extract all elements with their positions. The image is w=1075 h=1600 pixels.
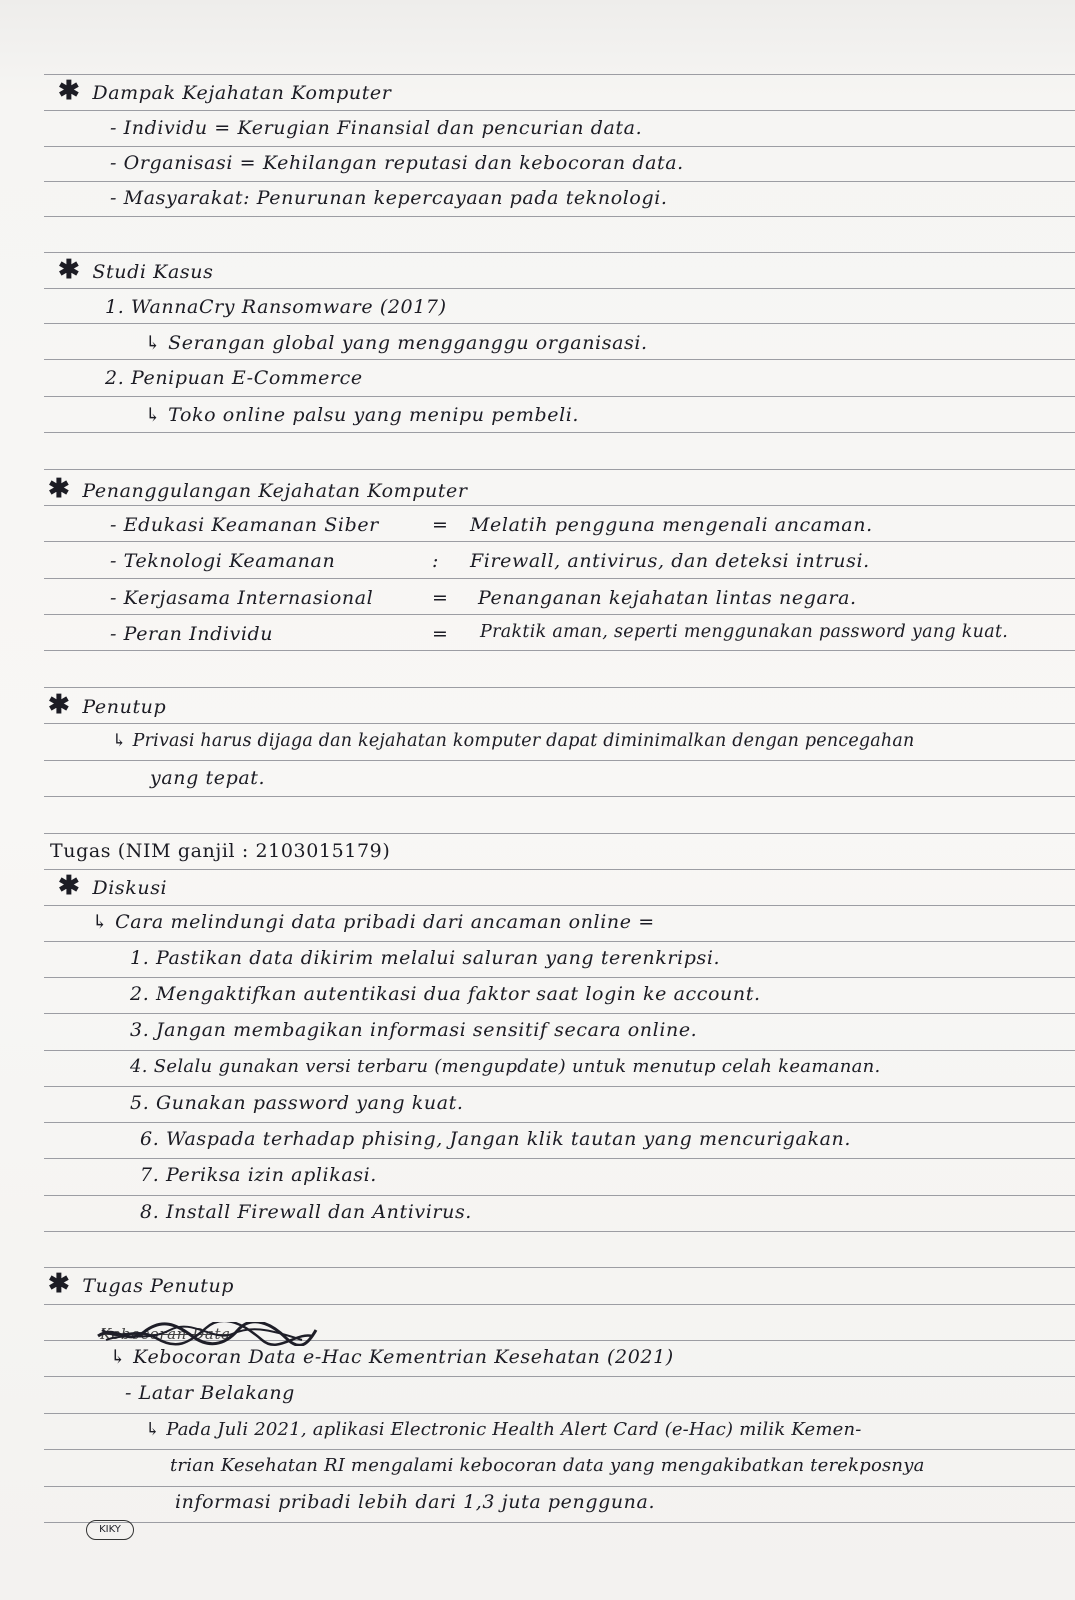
list-item: 3. Jangan membagikan informasi sensitif secara online.: [130, 1019, 698, 1041]
table-row-sep: :: [432, 550, 440, 572]
paragraph-line: yang tepat.: [150, 767, 266, 789]
list-item: 4. Selalu gunakan versi terbaru (mengupdate) untuk menutup celah keamanan.: [130, 1056, 881, 1077]
list-item: - Masyarakat: Penurunan kepercayaan pada teknologi.: [110, 187, 668, 209]
list-item: ↳ Serangan global yang mengganggu organisasi.: [145, 332, 648, 354]
paragraph-line: informasi pribadi lebih dari 1,3 juta pengguna.: [175, 1491, 656, 1513]
list-item: 6. Waspada terhadap phising, Jangan klik tautan yang mencurigakan.: [140, 1128, 851, 1150]
table-row-sep: =: [432, 514, 449, 536]
list-item: 7. Periksa izin aplikasi.: [140, 1164, 377, 1186]
paragraph-line: ↳ Pada Juli 2021, aplikasi Electronic Health Alert Card (e-Hac) milik Kemen-: [145, 1419, 862, 1440]
list-item: ↳ Toko online palsu yang menipu pembeli.: [145, 404, 580, 426]
list-item: 1. Pastikan data dikirim melalui saluran yang terenkripsi.: [130, 947, 721, 969]
table-row-desc: Firewall, antivirus, dan deteksi intrusi.: [470, 550, 870, 572]
heading-text: Penanggulangan Kejahatan Komputer: [82, 480, 468, 502]
list-item: 2. Mengaktifkan autentikasi dua faktor saat login ke account.: [130, 983, 761, 1005]
asterisk-bullet-icon: ✱: [48, 690, 71, 720]
list-item: 1. WannaCry Ransomware (2017): [105, 296, 447, 318]
table-row-term: - Teknologi Keamanan: [110, 550, 336, 572]
paragraph-line: ↳ Privasi harus dijaga dan kejahatan komputer dapat diminimalkan dengan pencegahan: [112, 731, 915, 751]
paragraph-line: trian Kesehatan RI mengalami kebocoran data yang mengakibatkan terekposnya: [170, 1455, 925, 1476]
list-item: - Individu = Kerugian Finansial dan pencurian data.: [110, 117, 643, 139]
heading-dampak: [58, 76, 392, 106]
table-row-desc: Praktik aman, seperti menggunakan password yang kuat.: [480, 622, 1009, 642]
assignment-title: Tugas (NIM ganjil : 2103015179): [50, 840, 391, 862]
asterisk-bullet-icon: ✱: [58, 871, 81, 901]
case-title: ↳ Kebocoran Data e-Hac Kementrian Kesehatan (2021): [110, 1346, 674, 1368]
heading-penanggulangan: [48, 474, 468, 504]
heading-text: Dampak Kejahatan Komputer: [92, 82, 392, 104]
notebook-brand-stamp: KIKY: [86, 1520, 134, 1540]
list-item: 8. Install Firewall dan Antivirus.: [140, 1201, 472, 1223]
heading-text: Studi Kasus: [92, 261, 214, 283]
asterisk-bullet-icon: ✱: [58, 255, 81, 285]
heading-studi-kasus: [58, 255, 214, 285]
table-row-sep: =: [432, 623, 449, 645]
table-row-term: - Edukasi Keamanan Siber: [110, 514, 379, 536]
struck-out-text: Kebocoran Data: [100, 1325, 231, 1343]
heading-text: Diskusi: [92, 877, 168, 899]
list-item: - Organisasi = Kehilangan reputasi dan kebocoran data.: [110, 152, 684, 174]
heading-text: Penutup: [82, 696, 167, 718]
asterisk-bullet-icon: ✱: [48, 474, 71, 504]
heading-tugas-penutup: [48, 1269, 235, 1299]
scribble-strikeout-icon: [96, 1322, 318, 1346]
paragraph-line: ↳ Cara melindungi data pribadi dari ancaman online =: [92, 911, 655, 933]
sub-heading: - Latar Belakang: [125, 1382, 295, 1404]
asterisk-bullet-icon: ✱: [58, 76, 81, 106]
list-item: 2. Penipuan E-Commerce: [105, 367, 363, 389]
table-row-term: - Kerjasama Internasional: [110, 587, 374, 609]
heading-diskusi: [58, 871, 168, 901]
heading-penutup: [48, 690, 167, 720]
table-row-sep: =: [432, 587, 449, 609]
table-row-desc: Penanganan kejahatan lintas negara.: [478, 587, 857, 609]
heading-text: Tugas Penutup: [82, 1275, 235, 1297]
table-row-term: - Peran Individu: [110, 623, 274, 645]
list-item: 5. Gunakan password yang kuat.: [130, 1092, 464, 1114]
asterisk-bullet-icon: ✱: [48, 1269, 71, 1299]
table-row-desc: Melatih pengguna mengenali ancaman.: [470, 514, 873, 536]
